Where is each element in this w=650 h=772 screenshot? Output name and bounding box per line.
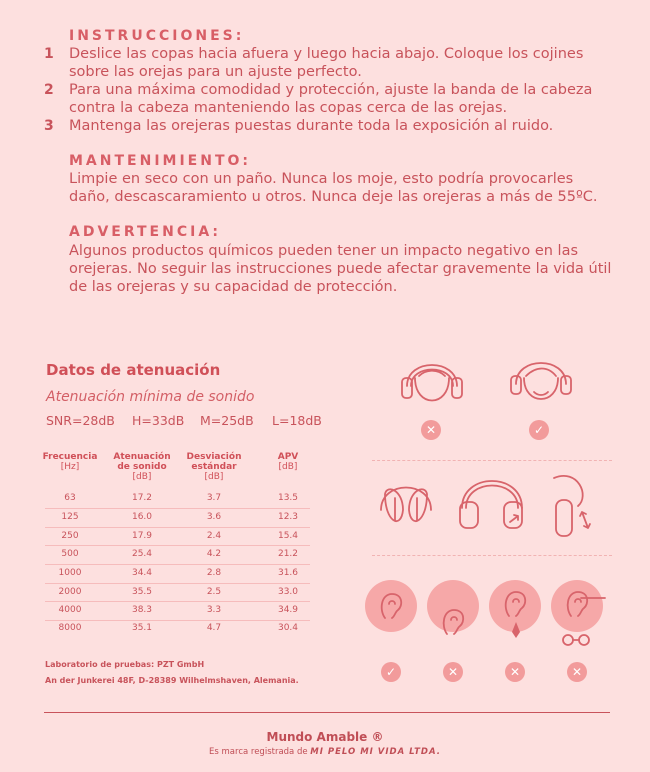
- cell-apv: 33.0: [277, 587, 299, 597]
- cell-frequency: 2000: [58, 587, 82, 597]
- row-divider: [45, 583, 310, 584]
- cross-badge: ✕: [567, 662, 587, 682]
- cell-attenuation: 16.0: [131, 512, 153, 522]
- maintenance-text: Limpie en seco con un paño. Nunca los moje, esto podría provocarles daño, descascaramiento u otros. Nunca deje las orejeras a más de 55ºC.: [69, 171, 598, 205]
- footer-divider: [44, 712, 610, 713]
- snr-value: SNR=28dB: [46, 413, 115, 428]
- cell-apv: 34.9: [277, 605, 299, 615]
- step-text-3: Mantenga las orejeras puestas durante toda la exposición al ruido.: [69, 118, 554, 134]
- footer-brand: Mundo Amable ®: [266, 730, 384, 744]
- cell-deviation: 4.7: [206, 623, 222, 633]
- earmuff-side-adjust-icon: [548, 466, 608, 541]
- cell-deviation: 3.3: [206, 605, 222, 615]
- step-number-1: 1: [44, 46, 54, 62]
- check-badge: ✓: [529, 420, 549, 440]
- cell-apv: 21.2: [277, 549, 299, 559]
- cell-attenuation: 17.2: [131, 493, 153, 503]
- cell-frequency: 125: [61, 512, 79, 522]
- cell-frequency: 63: [64, 493, 76, 503]
- cell-deviation: 3.6: [206, 512, 222, 522]
- warning-heading: ADVERTENCIA:: [69, 224, 222, 240]
- ear-earring-icon: [489, 580, 541, 642]
- attenuation-title: Datos de atenuación: [46, 361, 221, 379]
- ear-hair-icon: [427, 588, 479, 648]
- lab-name: Laboratorio de pruebas: PZT GmbH: [45, 660, 205, 669]
- cell-deviation: 2.4: [206, 531, 222, 541]
- cell-apv: 31.6: [277, 568, 299, 578]
- attenuation-subtitle: Atenuación mínima de sonido: [46, 389, 255, 405]
- cell-apv: 30.4: [277, 623, 299, 633]
- cell-attenuation: 34.4: [131, 568, 153, 578]
- cell-deviation: 2.5: [206, 587, 222, 597]
- row-divider: [45, 545, 310, 546]
- cross-badge: ✕: [443, 662, 463, 682]
- row-divider: [45, 527, 310, 528]
- earmuff-adjust-icon: [456, 468, 536, 538]
- cell-attenuation: 35.1: [131, 623, 153, 633]
- h-value: H=33dB: [132, 413, 185, 428]
- cell-frequency: 4000: [58, 605, 82, 615]
- maintenance-heading: MANTENIMIENTO:: [69, 153, 251, 169]
- header-deviation: Desviación estándar [dB]: [186, 452, 242, 482]
- step-number-2: 2: [44, 82, 54, 98]
- row-divider: [45, 601, 310, 602]
- footer-note-prefix: Es marca registrada de: [209, 747, 311, 757]
- ear-clear-icon: [365, 580, 417, 632]
- cell-attenuation: 35.5: [131, 587, 153, 597]
- cell-attenuation: 38.3: [131, 605, 153, 615]
- cell-frequency: 250: [61, 531, 79, 541]
- head-wrong-fit-icon: [397, 348, 467, 418]
- m-value: M=25dB: [200, 413, 254, 428]
- cell-frequency: 500: [61, 549, 79, 559]
- l-value: L=18dB: [272, 413, 322, 428]
- cell-deviation: 4.2: [206, 549, 222, 559]
- step-text-2: Para una máxima comodidad y protección, ajuste la banda de la cabeza contra la cabeza manteniendo las copas cerca de las orejas.: [69, 82, 593, 116]
- cell-attenuation: 17.9: [131, 531, 153, 541]
- header-attenuation: Atenuación de sonido [dB]: [113, 452, 171, 482]
- cross-badge: ✕: [421, 420, 441, 440]
- earmuff-folded-icon: [373, 470, 443, 540]
- head-correct-fit-icon: [506, 348, 576, 418]
- cell-apv: 12.3: [277, 512, 299, 522]
- check-badge: ✓: [381, 662, 401, 682]
- step-number-3: 3: [44, 118, 54, 134]
- row-divider: [45, 620, 310, 621]
- footer-company: MI PELO MI VIDA LTDA.: [310, 747, 441, 757]
- cell-frequency: 8000: [58, 623, 82, 633]
- cell-apv: 13.5: [277, 493, 299, 503]
- footer-note: [0, 747, 650, 757]
- cross-badge: ✕: [505, 662, 525, 682]
- cell-deviation: 3.7: [206, 493, 222, 503]
- step-text-1: Deslice las copas hacia afuera y luego hacia abajo. Coloque los cojines sobre las orejas para un ajuste perfecto.: [69, 46, 584, 80]
- header-apv: APV [dB]: [277, 452, 299, 472]
- cell-frequency: 1000: [58, 568, 82, 578]
- row-divider: [45, 508, 310, 509]
- ear-glasses-icon: [551, 580, 611, 650]
- cell-deviation: 2.8: [206, 568, 222, 578]
- row-divider: [45, 564, 310, 565]
- cell-apv: 15.4: [277, 531, 299, 541]
- lab-address: An der Junkerei 48F, D-28389 Wilhelmshaven, Alemania.: [45, 676, 299, 685]
- divider-dashed: [372, 555, 612, 557]
- divider-dashed: [372, 460, 612, 462]
- warning-text: Algunos productos químicos pueden tener un impacto negativo en las orejeras. No seguir las instrucciones puede afectar gravemente la vida útil de las orejeras y su capacidad de protección.: [69, 243, 612, 295]
- instructions-heading: INSTRUCCIONES:: [69, 28, 245, 44]
- header-frequency: Frecuencia [Hz]: [42, 452, 98, 472]
- cell-attenuation: 25.4: [131, 549, 153, 559]
